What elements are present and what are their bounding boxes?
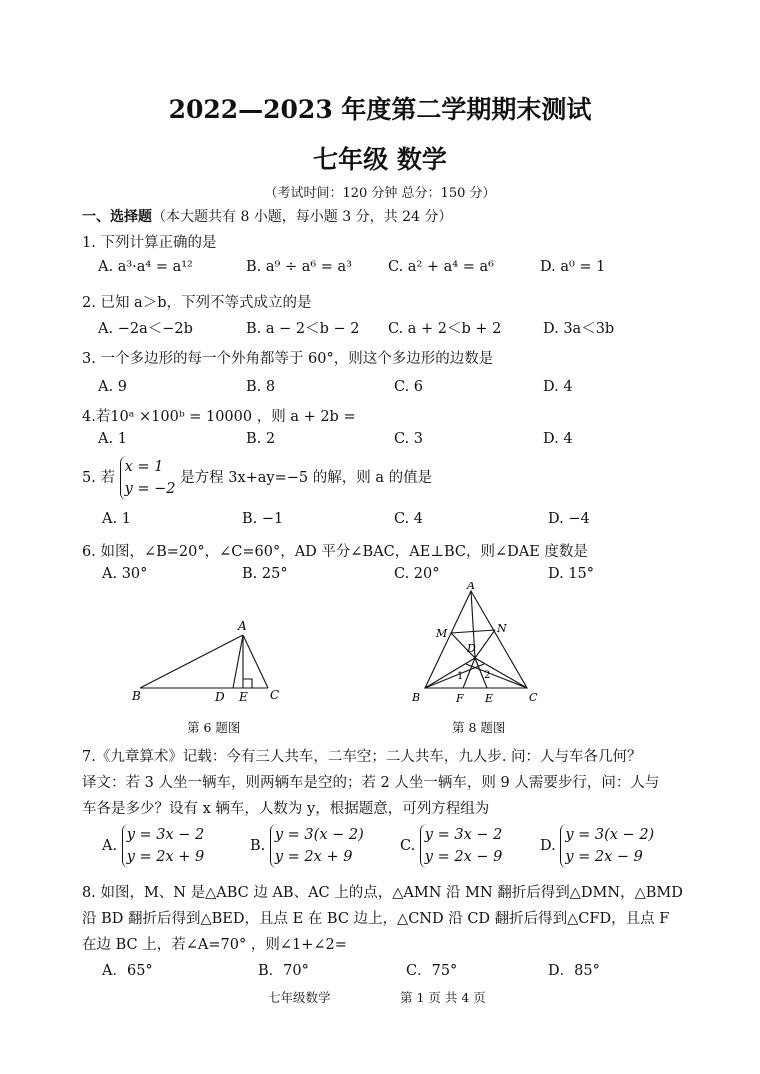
option-a: A．65° [102,963,153,979]
option-b: B. a⁹ ÷ a⁶ = a³ [246,259,352,275]
option-label: D. [540,838,556,854]
option-label: C. [400,838,416,854]
system-line: y = −2 [124,481,176,497]
footer-left: 七年级数学 [268,990,331,1005]
equation-system [560,824,654,868]
point-label: C [270,688,280,702]
section-desc: （本大题共有 8 小题，每小题 3 分，共 24 分） [152,209,453,225]
question-stem-line: 在边 BC 上，若∠A=70° ，则∠1+∠2= [82,937,347,953]
option-d: D. a⁰ = 1 [540,259,606,275]
system-line: y = 2x − 9 [565,849,643,865]
option-d [540,824,654,868]
point-label: N [497,622,507,635]
option-a: A. 1 [102,511,131,527]
option-c: C. 6 [394,379,424,395]
option-c: C. 20° [394,566,440,582]
equation-system [270,824,364,868]
figure-6 [125,615,295,710]
point-label: C [529,691,538,704]
question-stem: 3. 一个多边形的每一个外角都等于 60°，则这个多边形的边数是 [82,351,494,367]
option-c [400,824,502,868]
option-c: C. a² + a⁴ = a⁶ [388,259,494,275]
option-a [102,824,204,868]
system-line: y = 3(x − 2) [565,827,655,843]
angle-label: 1 [457,671,464,682]
system-line: y = 3x − 2 [126,827,205,843]
equation-system [120,456,176,500]
system-line: y = 2x − 9 [424,849,503,865]
option-c: C. 3 [394,431,424,447]
section-label: 一、选择题 [82,209,152,225]
option-a: A. a³·a⁴ = a¹² [98,259,193,275]
system-line: y = 2x + 9 [274,849,353,865]
option-c: C. a + 2＜b + 2 [388,321,502,337]
stem-suffix: 是方程 3x+ay=−5 的解，则 a 的值是 [180,470,433,486]
option-d: D. −4 [548,511,590,527]
option-c: C. 4 [394,511,424,527]
question-stem-line: 车各是多少？设有 x 辆车，人数为 y，根据题意，可列方程组为 [82,801,490,817]
stem-prefix: 5. 若 [82,470,115,486]
option-b: B. a − 2＜b − 2 [246,321,360,337]
point-label: B [412,691,421,704]
question-stem: 2. 已知 a＞b，下列不等式成立的是 [82,295,312,311]
option-a: A. 9 [98,379,127,395]
option-d: D．85° [548,963,600,979]
option-label: A. [102,838,118,854]
option-c: C．75° [406,963,458,979]
option-b: B．70° [258,963,309,979]
exam-info: （考试时间：120 分钟 总分：150 分） [264,186,496,201]
option-d: D. 4 [543,431,573,447]
figure-8 [405,582,550,707]
option-d: D. 3a＜3b [543,321,615,337]
option-b: B. 25° [242,566,288,582]
question-stem-line: 译文：若 3 人坐一辆车，则两辆车是空的；若 2 人坐一辆车，则 9 人需要步行，问：人与 [82,775,660,791]
point-label: F [456,692,464,705]
system-line: y = 2x + 9 [126,849,205,865]
option-d: D. 4 [543,379,573,395]
point-label: E [485,692,494,705]
figure-6-caption: 第 6 题图 [187,720,241,735]
question-stem: 4.若10ᵃ ×100ᵇ = 10000 ，则 a + 2b = [82,409,356,425]
page-subtitle: 七年级 数学 [313,145,447,174]
question-stem: 6. 如图，∠B=20°，∠C=60°，AD 平分∠BAC，AE⊥BC，则∠DAE 度数是 [82,544,588,560]
angle-label: 2 [484,670,491,681]
point-label: E [239,690,248,704]
section-heading [82,206,452,226]
option-a: A. 30° [102,566,148,582]
page-number: 第 1 页 共 4 页 [400,990,486,1005]
equation-system [122,824,205,868]
system-line: x = 1 [124,459,164,475]
question-stem-line: 8. 如图，M、N 是△ABC 边 AB、AC 上的点，△AMN 沿 MN 翻折后得到△DMN，△BMD [82,885,683,901]
question-stem [82,456,432,500]
point-label: A [467,582,475,592]
system-line: y = 3x − 2 [424,827,503,843]
option-a: A. −2a＜−2b [98,321,193,337]
question-stem-line: 7.《九章算术》记载：今有三人共车，二车空；二人共车，九人步. 问：人与车各几何？ [82,749,642,765]
equation-system [420,824,503,868]
page-title: 2022—2023 年度第二学期期末测试 [168,95,592,124]
option-b: B. −1 [242,511,284,527]
point-label: D [467,642,476,655]
question-stem-line: 沿 BD 翻折后得到△BED，且点 E 在 BC 边上，△CND 沿 CD 翻折后得到△CFD，且点 F [82,911,670,927]
option-b: B. 2 [246,431,276,447]
system-line: y = 3(x − 2) [274,827,364,843]
option-a: A. 1 [98,431,127,447]
option-label: B. [250,838,266,854]
point-label: B [132,689,141,703]
question-stem: 1. 下列计算正确的是 [82,235,217,251]
point-label: D [215,690,225,704]
point-label: M [436,627,448,640]
figure-8-caption: 第 8 题图 [452,720,506,735]
option-b: B. 8 [246,379,276,395]
option-d: D. 15° [548,566,595,582]
point-label: A [238,619,247,633]
option-b [250,824,364,868]
